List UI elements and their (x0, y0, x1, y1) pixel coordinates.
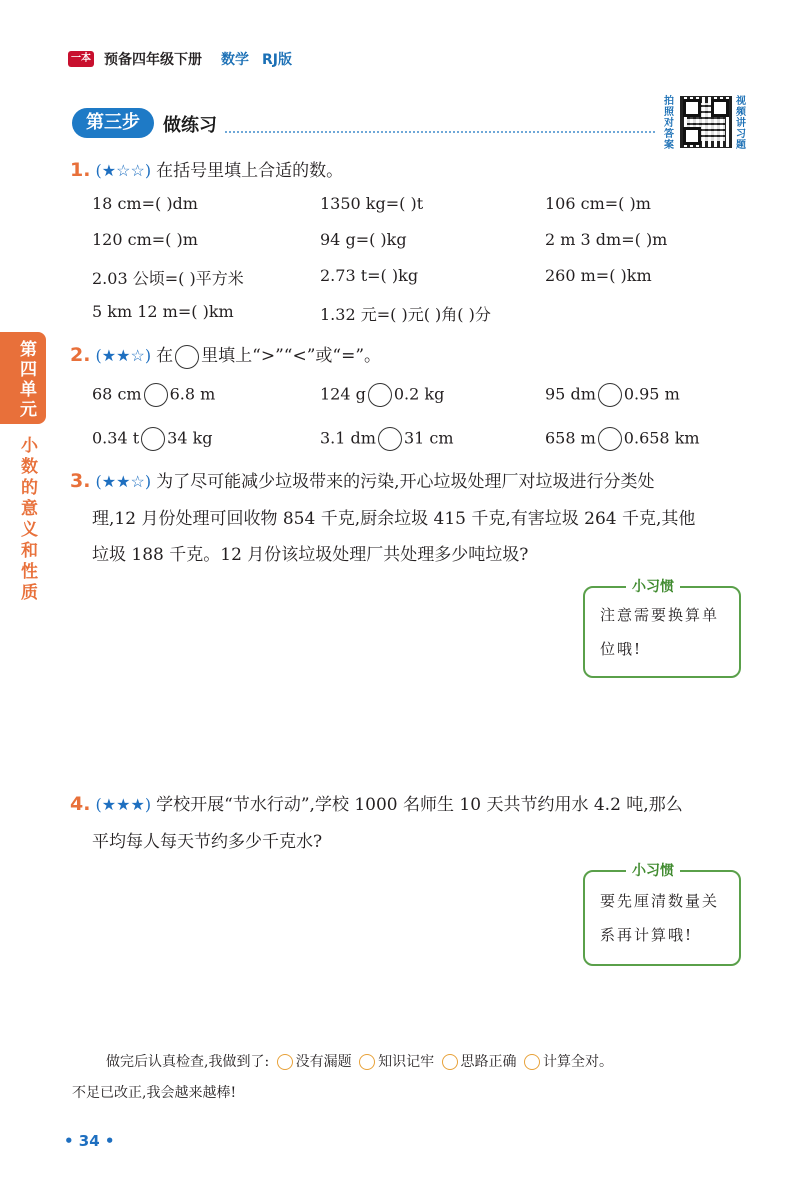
step-badge: 第三步 (72, 108, 154, 138)
question-text: 为了尽可能减少垃圾带来的污染,开心垃圾处理厂对垃圾进行分类处 (156, 472, 655, 492)
question-number: 1. (70, 159, 91, 181)
book-title: 预备四年级下册 (104, 52, 202, 68)
fill-item: 260 m=( )km (545, 266, 652, 285)
question-1-header (70, 156, 343, 181)
difficulty-stars: (★★★) (95, 795, 152, 814)
compare-item: 68 cm 6.8 m (92, 383, 215, 407)
subject-label: 数学 (221, 52, 249, 68)
fill-item: 106 cm=( )m (545, 194, 651, 213)
smile-icon[interactable] (277, 1054, 293, 1070)
difficulty-stars: (★☆☆) (95, 161, 152, 180)
question-text-after: 里填上“>”“<”或“=”。 (201, 346, 382, 366)
unit-label: 第四单元 (20, 340, 37, 420)
smile-icon[interactable] (524, 1054, 540, 1070)
answer-circle[interactable] (598, 427, 622, 451)
question-text-before: 在 (156, 346, 174, 366)
page-number: • 34 • (64, 1132, 115, 1150)
answer-circle[interactable] (141, 427, 165, 451)
question-number: 4. (70, 793, 91, 815)
fill-item: 1350 kg=( )t (320, 194, 424, 213)
question-number: 3. (70, 470, 91, 492)
question-number: 2. (70, 344, 91, 366)
section-title: 做练习 (163, 115, 217, 136)
question-text-line: 垃圾 188 千克。12 月份该垃圾处理厂共处理多少吨垃圾? (92, 545, 529, 565)
compare-item: 3.1 dm 31 cm (320, 427, 454, 451)
habit-text: 注意需要换算单 位哦! (600, 606, 720, 658)
answer-circle[interactable] (378, 427, 402, 451)
self-check-line: 做完后认真检查,我做到了: 没有漏题 知识记牢 思路正确 计算全对。 (106, 1054, 613, 1070)
habit-text: 要先厘清数量关 系再计算哦! (600, 892, 720, 944)
question-text-line: 平均每人每天节约多少千克水? (92, 832, 323, 852)
habit-title: 小习惯 (626, 576, 680, 596)
answer-circle[interactable] (368, 383, 392, 407)
answer-circle[interactable] (598, 383, 622, 407)
question-text-line: 理,12 月份处理可回收物 854 千克,厨余垃圾 415 千克,有害垃圾 264 千克,其他 (92, 509, 696, 529)
fill-item: 94 g=( )kg (320, 230, 407, 249)
smile-icon[interactable] (359, 1054, 375, 1070)
fill-item: 1.32 元=( )元( )角( )分 (320, 305, 491, 324)
publisher-logo: 一本 (68, 51, 94, 67)
compare-circle-icon (175, 345, 199, 369)
compare-item: 0.34 t 34 kg (92, 427, 213, 451)
self-check-line-2: 不足已改正,我会越来越棒! (72, 1085, 237, 1101)
section-divider (225, 131, 655, 133)
edition-label: RJ版 (262, 52, 292, 68)
qr-right-caption: 视频讲习题 (736, 96, 746, 151)
question-text: 学校开展“节水行动”,学校 1000 名师生 10 天共节约用水 4.2 吨,那么 (156, 795, 683, 815)
fill-item: 5 km 12 m=( )km (92, 302, 234, 321)
fill-item: 18 cm=( )dm (92, 194, 198, 213)
smile-icon[interactable] (442, 1054, 458, 1070)
compare-item: 124 g 0.2 kg (320, 383, 444, 407)
fill-item: 2.03 公顷=( )平方米 (92, 269, 244, 288)
fill-item: 2.73 t=( )kg (320, 266, 419, 285)
habit-title: 小习惯 (626, 860, 680, 880)
fill-item: 120 cm=( )m (92, 230, 198, 249)
question-4-header (70, 790, 683, 815)
fill-item: 2 m 3 dm=( )m (545, 230, 668, 249)
question-text: 在括号里填上合适的数。 (156, 161, 344, 181)
compare-item: 95 dm 0.95 m (545, 383, 680, 407)
answer-circle[interactable] (144, 383, 168, 407)
question-2-header (70, 341, 381, 369)
unit-title: 小数的意义和性质 (21, 436, 38, 603)
qr-code-icon[interactable] (680, 96, 732, 148)
question-3-header (70, 467, 655, 492)
difficulty-stars: (★★☆) (95, 472, 152, 491)
qr-left-caption: 拍照对答案 (664, 96, 674, 151)
difficulty-stars: (★★☆) (95, 346, 152, 365)
compare-item: 658 m 0.658 km (545, 427, 700, 451)
